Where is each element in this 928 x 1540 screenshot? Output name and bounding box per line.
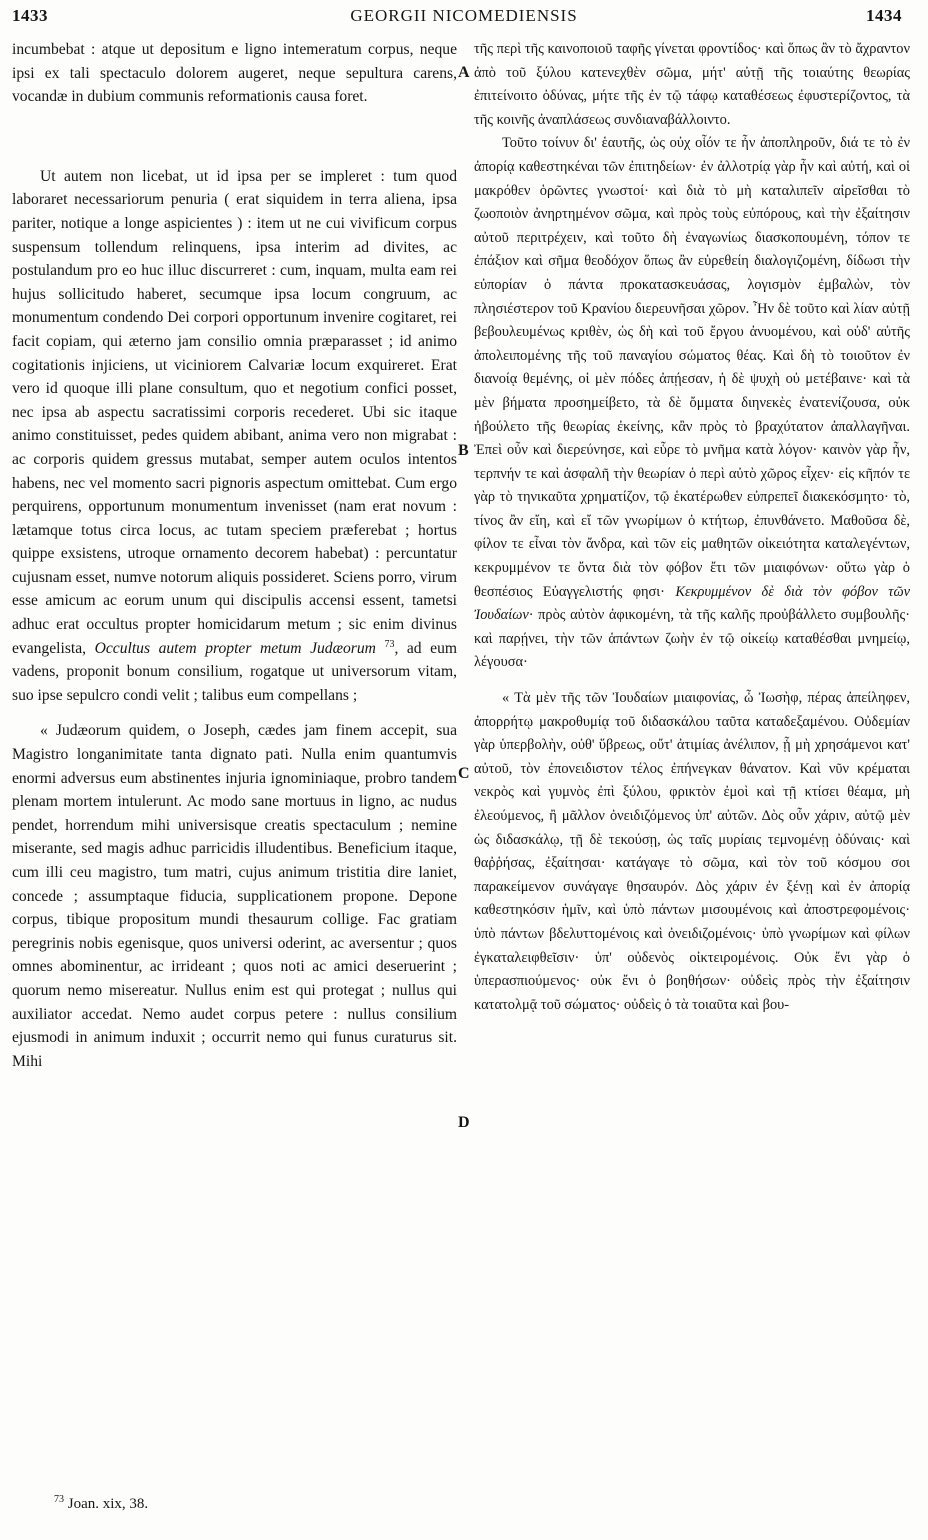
margin-letter-a: A	[458, 64, 470, 81]
footnote-text: Joan. xix, 38.	[67, 1496, 149, 1512]
footnote	[54, 1496, 148, 1513]
paragraph-gap	[12, 109, 457, 165]
paragraph-gap	[474, 675, 910, 687]
footnote-mark: 73	[54, 1494, 64, 1505]
latin-text: , ad eum vadens, proponit bonum consilium, rogatque ut universorum vitam, suo ipse sepulcro condi velit ; talibus eum compellans ;	[12, 639, 457, 704]
margin-letter-d: D	[458, 1114, 470, 1131]
greek-text: · πρὸς αὐτὸν ἀφικομένη, τὰ τῆς καλῆς προὐβάλλετο συμβουλῆς· καὶ παρῄνει, τὴν τῶν ἁπάντων ζωὴν ἐν τῷ οἰκείῳ καταθέσθαι μνημείῳ, λέγουσα·	[474, 607, 910, 671]
greek-paragraph-2	[474, 132, 910, 675]
margin-letter-b: B	[458, 442, 469, 459]
latin-paragraph-3: « Judæorum quidem, o Joseph, cædes jam finem accepit, sua Magistro longanimitate tanta dignato pati. Nulla enim quantumvis enormi adversus eum abstinentes injuria ignominiaque, probro tandem plenam mortem intulerunt. Ac modo sane mortuus in ligno, ac nudus pendet, horrendum mihi universisque creatis spectaculum ; nemine miserante, sed magis adhuc parricidis illudentibus. Beneficium itaque, cum illi ceu magistro, tum matri, cujus animum tristitia dire laniet, concede ; assumptaque fiducia, supplicationem propone. Depone corpus, tibique propositum mundi thesaurum collige. Fac gratiam peregrinis nobis egenisque, quos universi oderint, ac aversentur ; quos omnes abominentur, ac irrideant ; quos noti ac amici deseruerint ; quorum nemo misereatur. Nullus enim est qui protegat ; nullus qui auxiliator accedat. Nemo audet corpus petere : nullus consilium ejusmodi in animum induxit ; occurrit nemo qui funus curaturus sit. Mihi	[12, 722, 457, 1070]
greek-paragraph-1: τῆς περὶ τῆς καινοποιοῦ ταφῆς γίνεται φροντίδος· καὶ ὅπως ἂν τὸ ἄχραντον ἀπὸ τοῦ ξύλου κατενεχθὲν σῶμα, μήτ' αὐτῇ τῆς τοιαύτης θεωρίας ἐπιτείνοιτο ὀδύνας, μήτε τῆς ἐν τῷ τάφῳ καταθέσεως ἐφυστερίζοντος, τὰ τῆς κοινῆς ἀναπλάσεως συνδιαναβάλλοιντο.	[474, 41, 910, 128]
page-header	[0, 6, 928, 32]
footnote-reference: 73	[384, 638, 395, 650]
page-number-right: 1434	[866, 6, 902, 25]
latin-quotation: Occultus autem propter metum Judæorum	[94, 639, 376, 657]
latin-paragraph-2	[12, 165, 457, 708]
latin-column	[12, 38, 457, 1073]
greek-text: Τοῦτο τοίνυν δι' ἑαυτῆς, ὡς οὐχ οἷόν τε ἦν ἀποπληροῦν, διά τε τὸ ἐν ἀπορίᾳ καθεστηκέναι τῶν ἐπιτηδείων· ἐν ἀλλοτρίᾳ γὰρ ἦν καὶ αὐτή, καὶ οἱ μακρόθεν ὁρῶντες γνωστοί· καὶ διὰ τὸ μὴ καταλιπεῖν αἱρεῖσθαι τὸ ζωοποιὸν ἀνηρτημένον σῶμα, καὶ πρὸς τοὺς εὐπόρους, καὶ τὴν ἐξαίτησιν αὐτοῦ περιτρέχειν, καὶ τοῦτο δὴ ἐναγωνίως διασκοπουμένη, τόπον τε ἐπάξιον καὶ σῆμα θεοδόχον ὅπως ἂν εὑρεθείη διαλογιζομένη, δίδωσι τὴν εὐπορίαν ὁ πάντα προκατασκευάσας, λογισμὸν ἐμβαλὼν, τὸν πλησιέστερον τοῦ Κρανίου διερευνῆσαι χῶρον. Ἦν δὲ τοῦτο καὶ λίαν αὐτῇ βεβουλευμένως κριθὲν, ὡς δὴ καὶ τοῦ ἔργου ἀνυομένου, καὶ οὐδ' αὐτῆς ἀπολειπομένης τῆς τοῦ παναγίου σώματος θέας. Καὶ δὴ τὸ τοιοῦτον ἐν διανοίᾳ θεμένης, οἱ μὲν πόδες ἀπῄεσαν, ἡ δὲ ψυχὴ οὐ μετέβαινε· καὶ τὰ μὲν βήματα προσημείβετο, τὰ δὲ ὄμματα διηνεκὲς ἐνατενίζουσα, οὐκ ἠβούλετο τῆς θεωρίας ἐκείνης, κἂν πρὸς τὸ βραχύτατον ἀπαλλαγῆναι. Ἐπεὶ οὖν καὶ διερεύνησε, καὶ εὗρε τὸ μνῆμα κατὰ λόγον· καινὸν γὰρ ἦν, τερπνήν τε καὶ ἀσφαλῆ τὴν θεωρίαν ὁ περὶ αὐτὸ χῶρος εἶχεν· εἰς κῆπόν τε γὰρ τὸ τηνικαῦτα χρηματίζον, τῷ ἑκατέρωθεν εὐπρεπεῖ διακεκόσμητο· τὸ, τίνος ἂν εἴη, καὶ εἴ τῶν γνωρίμων ὁ κτήτωρ, ἐπυνθάνετο. Μαθοῦσα δὲ, φίλον τε εἶναι τὸν ἄνδρα, καὶ τῶν εἰς μαθητῶν οἰκειότητα καταλεγέντων, κεκρυμμένον τε ὄντα διὰ τὸν φόβον ἔτι τῶν μιαιφόνων· οὕτω γὰρ ὁ θεσπέσιος Εὐαγγελιστής φησι·	[474, 135, 910, 600]
latin-paragraph-1: incumbebat : atque ut depositum e ligno intemeratum corpus, neque ipsi ex tali spectaculo dolorem augeret, neque sepultura carens, vocandæ in dubium communis reformationis causa foret.	[12, 41, 457, 106]
greek-quotation: Κεκρυμμένον δὲ διὰ τὸν φόβον τῶν Ἰουδαίων	[474, 583, 910, 624]
greek-column	[474, 38, 910, 1017]
running-title: GEORGII NICOMEDIENSIS	[350, 6, 578, 25]
greek-paragraph-3: « Τὰ μὲν τῆς τῶν Ἰουδαίων μιαιφονίας, ὦ Ἰωσὴφ, πέρας ἀπείληφεν, ἀπορρήτῳ μακροθυμίᾳ τοῦ διδασκάλου ταῦτα καταδεξαμένου. Οὐδεμίαν γὰρ ὑπερβολὴν, οὐθ' ὕβρεως, οὔτ' ἀτιμίας ἀνέλιπον, ᾗ μὴ χρησάμενοι κατ' αὐτοῦ, τὸν ἐπονειδιστον τέλος ἐπήνεγκαν θάνατον. Καὶ νῦν κρέμαται νεκρὸς καὶ γυμνὸς ἐπὶ ξύλου, φρικτὸν ἐμοὶ καὶ τῇ κτίσει θέαμα, μὴ ἐλεούμενος, ἢ μᾶλλον ὀνειδιζόμενος ὑπ' αὐτῶν. Δὸς οὖν χάριν, αὐτῷ μὲν ὡς διδασκάλῳ, τῇ δὲ τεκούσῃ, ὡς ταῖς μυρίαις τεμνομένῃ ὀδύναις· καὶ θαῤῥήσας, ἐξαίτησαι· κατάγαγε τὸ σῶμα, καὶ τὸν τοῦ κόσμου σοι παρακείμενον συνάγαγε θησαυρόν. Δὸς χάριν ἐν ξένῃ καὶ ἐν ἀπορίᾳ καθεστηκόσιν ἡμῖν, καὶ ὑπὸ πάντων μισουμένοις καὶ ἀποστρεφομένοις· ὑπὸ πάντων βδελυττομένοις καὶ ὀνειδιζομένοις· ὑπὸ γνωρίμων καὶ φίλων ἐγκαταλειφθεῖσιν· ὑπ' οὐδενὸς οἰκτειρομένοις. Οὐκ ἔνι γὰρ ὁ ὑπερασπιούμενος· οὐκ ἔνι ὁ βοηθήσων· οὐδεὶς πρὸς τὴν ἐξαίτησιν κατατολμᾷ τοῦ σώματος· οὐδεὶς ὁ τὰ τοιαῦτα καὶ βου-	[474, 690, 910, 1013]
page-number-left: 1433	[12, 6, 48, 25]
margin-letter-c: C	[458, 765, 470, 782]
paragraph-gap	[12, 707, 457, 719]
latin-text: Ut autem non licebat, ut id ipsa per se impleret : tum quod laboraret necessariorum penuria ( erat siquidem in terra aliena, ipsa pariter, notique a longe aspicientes ) : item ut ne cui vivificum corpus suspensum tollendum relinquens, ipsa interim ad divites, ac postulandum pro eo huc illuc discurreret : cum, inquam, multa eam rei hujus sollicitudo haberet, secumque ipsa locum congruum, ac monumentum condendo Dei corpori opportunum invenire cogitaret, rei facit copiam, qui æterno jam consilio omnia præparasset ; id animo cogitationis injiciens, ut viciniorem Calvariæ locum exquireret. Erat vero id quoque illi plane consultum, quo et negotium confici posset, nec ipsa ab aspectu sacratissimi corporis recederet. Ubi sic itaque animo constituisset, pedes quidem abibant, anima vero non migrabat : ac corporis quidem gressus mutabat, semper autem oculos intentos habens, nec vel momento sacri pignoris aspectum omittebat. Cum ergo perquirens, opportunum monumentum invenisset (nam erat novum : lætamque totus circa locus, ac tutam speciem præferebat ; hortus quippe exsistens, utroque ornamento decorem habebat) : percuntatur cujusnam esset, numve notorum aliquis possideret. Sciens porro, virum esse amicum ac eorum unum qui discipulis accensi essent, tametsi adhuc erat occultus propter homicidarum metum ; sic enim divinus evangelista,	[12, 167, 457, 657]
